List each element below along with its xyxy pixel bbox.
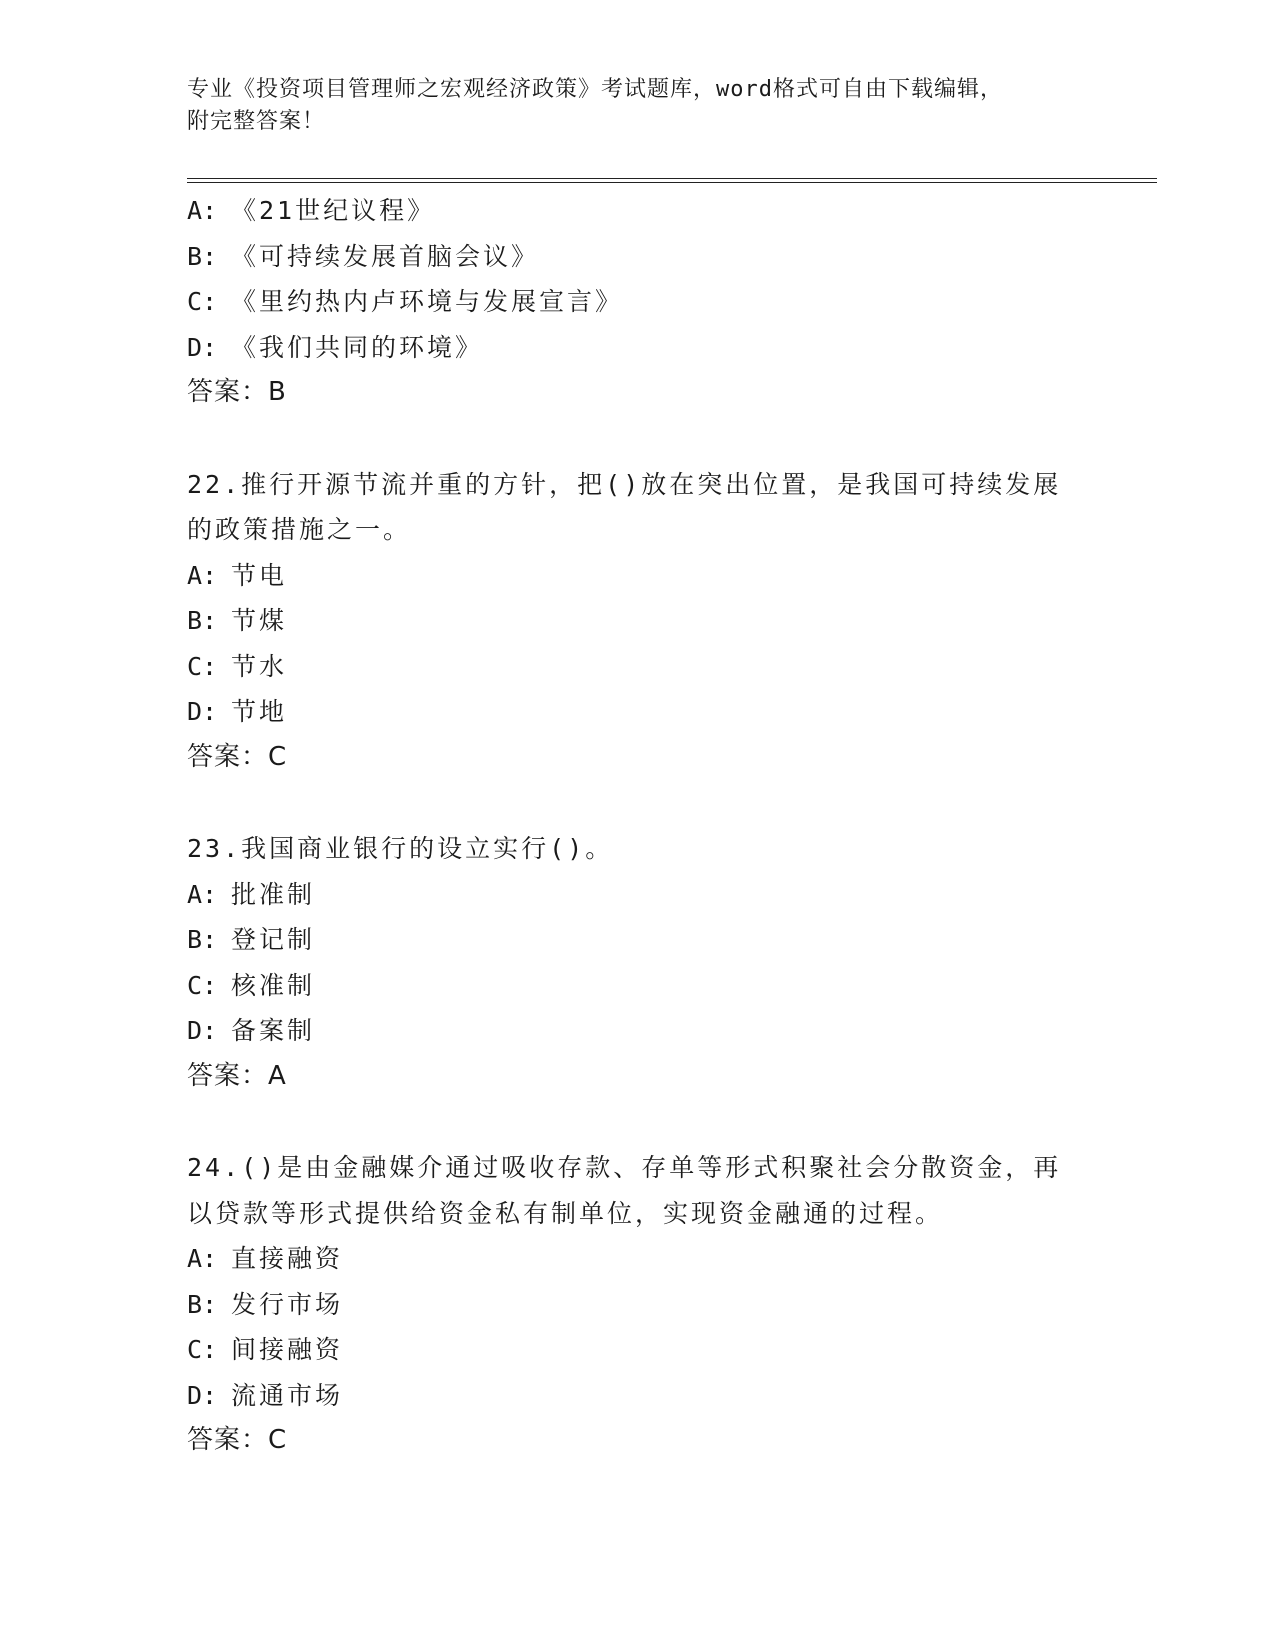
option-letter: A: — [187, 196, 218, 225]
header-divider — [187, 178, 1157, 183]
option-text: 《里约热内卢环境与发展宣言》 — [231, 287, 624, 316]
option-text: 发行市场 — [231, 1289, 344, 1319]
question-text: 24.()是由金融媒介通过吸收存款、存单等形式积聚社会分散资金，再以贷款等形式提供给资金私有制单位，实现资金融通的过程。 — [187, 1153, 1062, 1228]
option-d — [187, 1008, 1087, 1054]
answer-line: 答案：C — [187, 1425, 288, 1455]
option-letter: B: — [187, 1289, 218, 1319]
option-a — [187, 1236, 1087, 1282]
option-text: 《21世纪议程》 — [231, 196, 436, 225]
option-letter: C: — [187, 651, 218, 681]
option-b — [187, 1282, 1087, 1328]
option-text: 节水 — [231, 651, 288, 681]
option-a — [187, 553, 1087, 599]
question-23 — [187, 826, 1087, 1099]
option-text: 节电 — [231, 560, 288, 590]
spacer — [187, 416, 1087, 462]
option-text: 批准制 — [231, 879, 316, 909]
answer-line: 答案：A — [187, 1060, 287, 1091]
spacer — [187, 780, 1087, 826]
option-text: 节地 — [231, 697, 288, 726]
option-c — [187, 963, 1087, 1009]
option-text: 直接融资 — [231, 1244, 344, 1273]
option-letter: C: — [187, 1335, 218, 1364]
option-letter: C: — [187, 970, 218, 1000]
option-text: 登记制 — [231, 925, 316, 954]
option-letter: D: — [187, 697, 218, 726]
question-24 — [187, 1145, 1087, 1464]
option-text: 间接融资 — [231, 1335, 344, 1364]
option-c — [187, 644, 1087, 690]
option-letter: B: — [187, 925, 218, 954]
option-d — [187, 1373, 1087, 1419]
option-b — [187, 917, 1087, 963]
option-letter: C: — [187, 287, 218, 316]
option-text: 核准制 — [231, 970, 316, 1000]
answer-line: 答案：B — [187, 377, 287, 407]
option-letter: B: — [187, 241, 218, 271]
header-line-1: 专业《投资项目管理师之宏观经济政策》考试题库，word格式可自由下载编辑， — [187, 77, 1003, 102]
option-letter: A: — [187, 1244, 218, 1273]
answer-line: 答案：C — [187, 741, 288, 772]
option-c — [187, 279, 1087, 325]
question-list — [187, 188, 1087, 1464]
option-text: 《我们共同的环境》 — [231, 332, 484, 362]
option-text: 备案制 — [231, 1016, 316, 1045]
option-letter: D: — [187, 332, 218, 362]
option-letter: A: — [187, 879, 218, 909]
spacer — [187, 1099, 1087, 1145]
question-22 — [187, 462, 1087, 781]
option-letter: B: — [187, 606, 218, 635]
option-a — [187, 188, 1087, 234]
option-text: 流通市场 — [231, 1380, 344, 1410]
header-line-2: 附完整答案！ — [187, 109, 326, 134]
option-d — [187, 325, 1087, 371]
document-header — [187, 74, 1087, 138]
option-b — [187, 234, 1087, 280]
option-a — [187, 872, 1087, 918]
option-letter: D: — [187, 1016, 218, 1045]
question-21 — [187, 188, 1087, 416]
option-c — [187, 1327, 1087, 1373]
question-text: 22.推行开源节流并重的方针，把()放在突出位置，是我国可持续发展的政策措施之一。 — [187, 469, 1062, 544]
option-text: 节煤 — [231, 606, 288, 635]
option-b — [187, 598, 1087, 644]
option-text: 《可持续发展首脑会议》 — [231, 241, 540, 271]
option-letter: D: — [187, 1380, 218, 1410]
question-text: 23.我国商业银行的设立实行()。 — [187, 834, 614, 863]
option-d — [187, 689, 1087, 735]
option-letter: A: — [187, 560, 218, 590]
